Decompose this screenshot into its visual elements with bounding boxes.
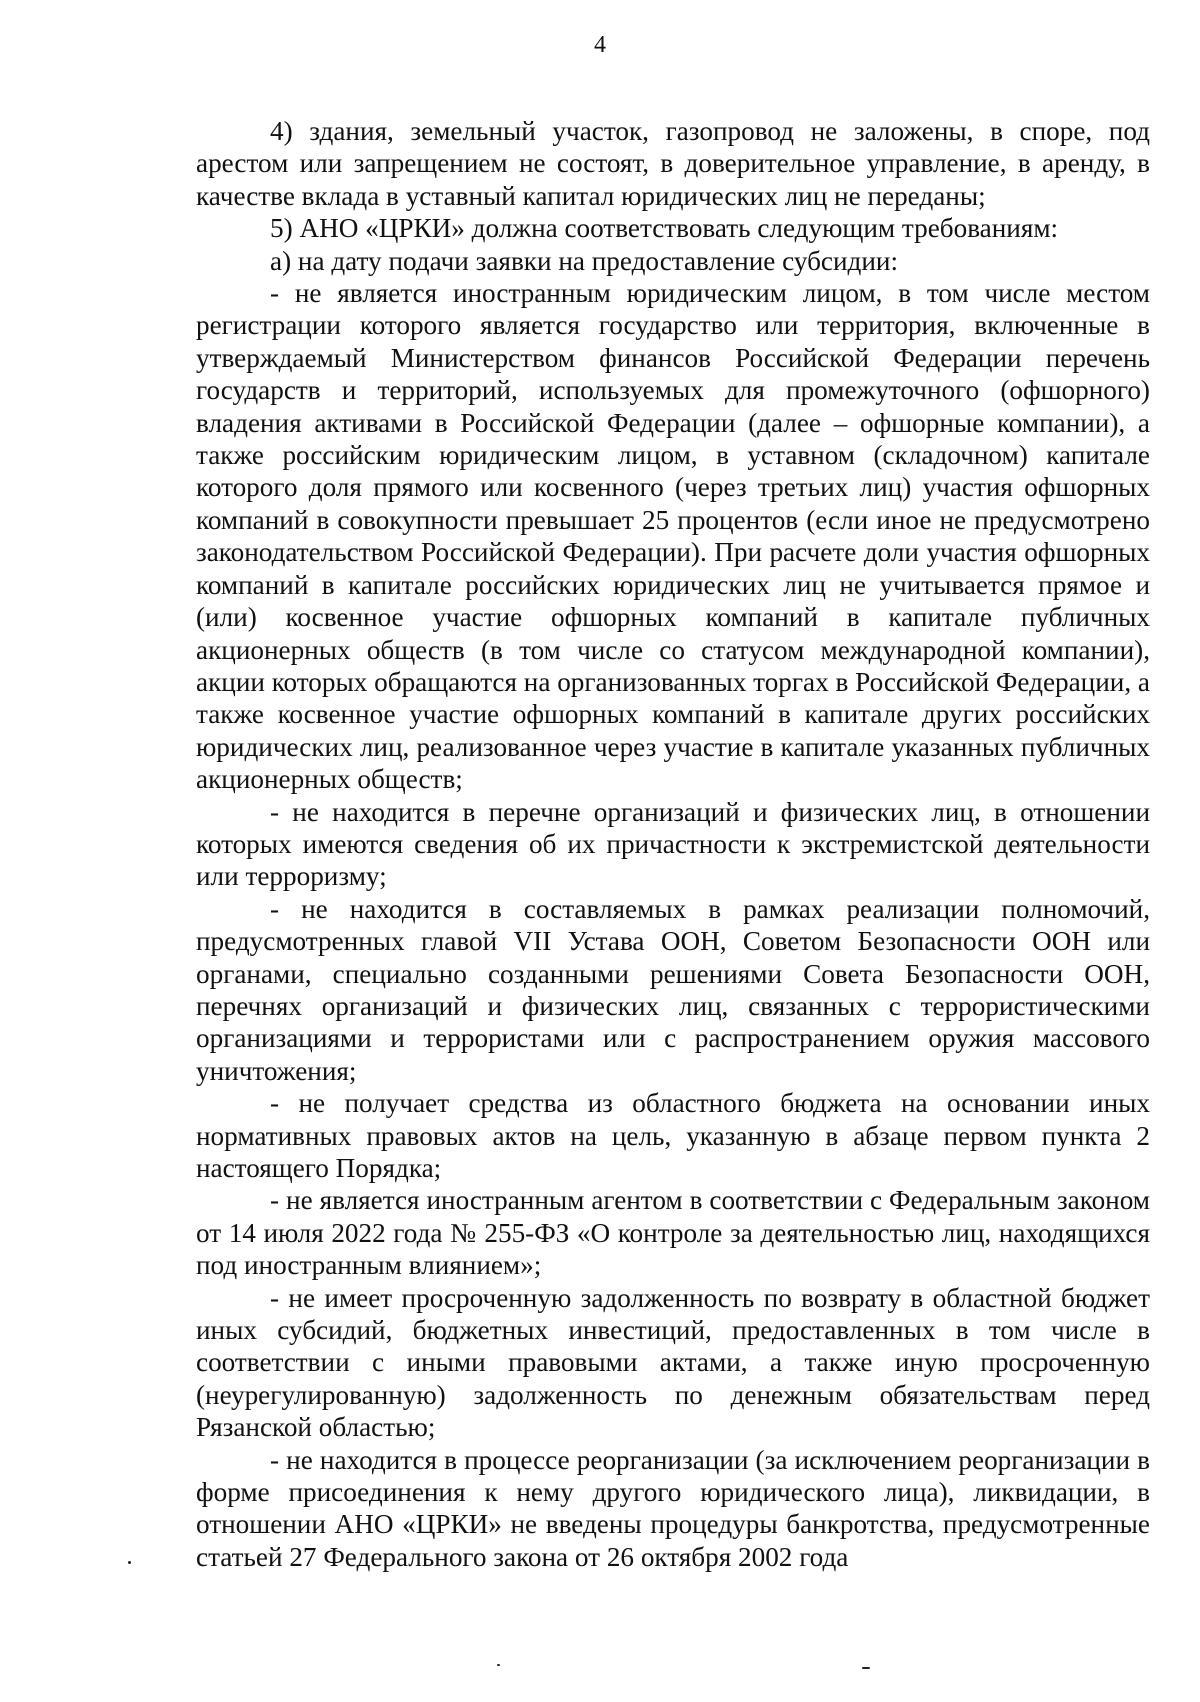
page-number: 4 (594, 32, 606, 58)
paragraph-offshore-requirement: - не является иностранным юридическим лицом, в том числе местом регистрации которого является государство или территория, включенные в утверждаемый Министерством финансов Российской Федерации перечень государств и территорий, используемых для промежуточного (офшорного) владения активами в Российской Федерации (далее – офшорные компании), а также российским юридическим лицом, в уставном (складочном) капитале которого доля прямого или косвенного (через третьих лиц) участия офшорных компаний в совокупности превышает 25 процентов (если иное не предусмотрено законодательством Российской Федерации). При расчете доли участия офшорных компаний в капитале российских юридических лиц не учитывается прямое и (или) косвенное участие офшорных компаний в капитале публичных акционерных обществ (в том числе со статусом международной компании), акции которых обращаются на организованных торгах в Российской Федерации, а также косвенное участие офшорных компаний в капитале других российских юридических лиц, реализованное через участие в капитале указанных публичных акционерных обществ; (196, 278, 1150, 795)
paragraph-un-lists-requirement: - не находится в составляемых в рамках реализации полномочий, предусмотренных главой VII Устава ООН, Советом Безопасности ООН или органами, специально созданными решениями Совета Безопасности ООН, перечнях организаций и физических лиц, связанных с террористическими организациями и террористами или с распространением оружия массового уничтожения; (196, 893, 1150, 1086)
scan-artifact-dash (862, 1667, 870, 1669)
document-body (196, 115, 1150, 1573)
scan-artifact-dot (128, 1561, 131, 1564)
paragraph-extremism-requirement: - не находится в перечне организаций и физических лиц, в отношении которых имеются сведения об их причастности к экстремистской деятельности или терроризму; (196, 796, 1150, 892)
paragraph-budget-funds-requirement: - не получает средства из областного бюджета на основании иных нормативных правовых актов на цель, указанную в абзаце первом пункта 2 настоящего Порядка; (196, 1088, 1150, 1183)
paragraph-subitem-a: а) на дату подачи заявки на предоставление субсидии: (270, 245, 899, 276)
paragraph-reorganization-requirement: - не находится в процессе реорганизации (за исключением реорганизации в форме присоединения к нему другого юридического лица), ликвидации, в отношении АНО «ЦРКИ» не введены процедуры банкротства, предусмотренные статьей 27 Федерального закона от 26 октября 2002 года (196, 1444, 1150, 1572)
paragraph-debt-requirement: - не имеет просроченную задолженность по возврату в областной бюджет иных субсидий, бюджетных инвестиций, предоставленных в том числе в соответствии с иными правовыми актами, а также иную просроченную (неурегулированную) задолженность по денежным обязательствам перед Рязанской областью; (196, 1282, 1150, 1443)
paragraph-foreign-agent-requirement: - не является иностранным агентом в соответствии с Федеральным законом от 14 июля 2022 года № 255-ФЗ «О контроле за деятельностью лиц, находящихся под иностранным влиянием»; (196, 1185, 1150, 1281)
scan-artifact-dot (497, 1664, 500, 1666)
paragraph-item-5: 5) АНО «ЦРКИ» должна соответствовать следующим требованиям: (270, 213, 1059, 244)
paragraph-item-4: 4) здания, земельный участок, газопровод не заложены, в споре, под арестом или запрещением не состоят, в доверительное управление, в аренду, в качестве вклада в уставный капитал юридических лиц не переданы; (196, 116, 1150, 211)
